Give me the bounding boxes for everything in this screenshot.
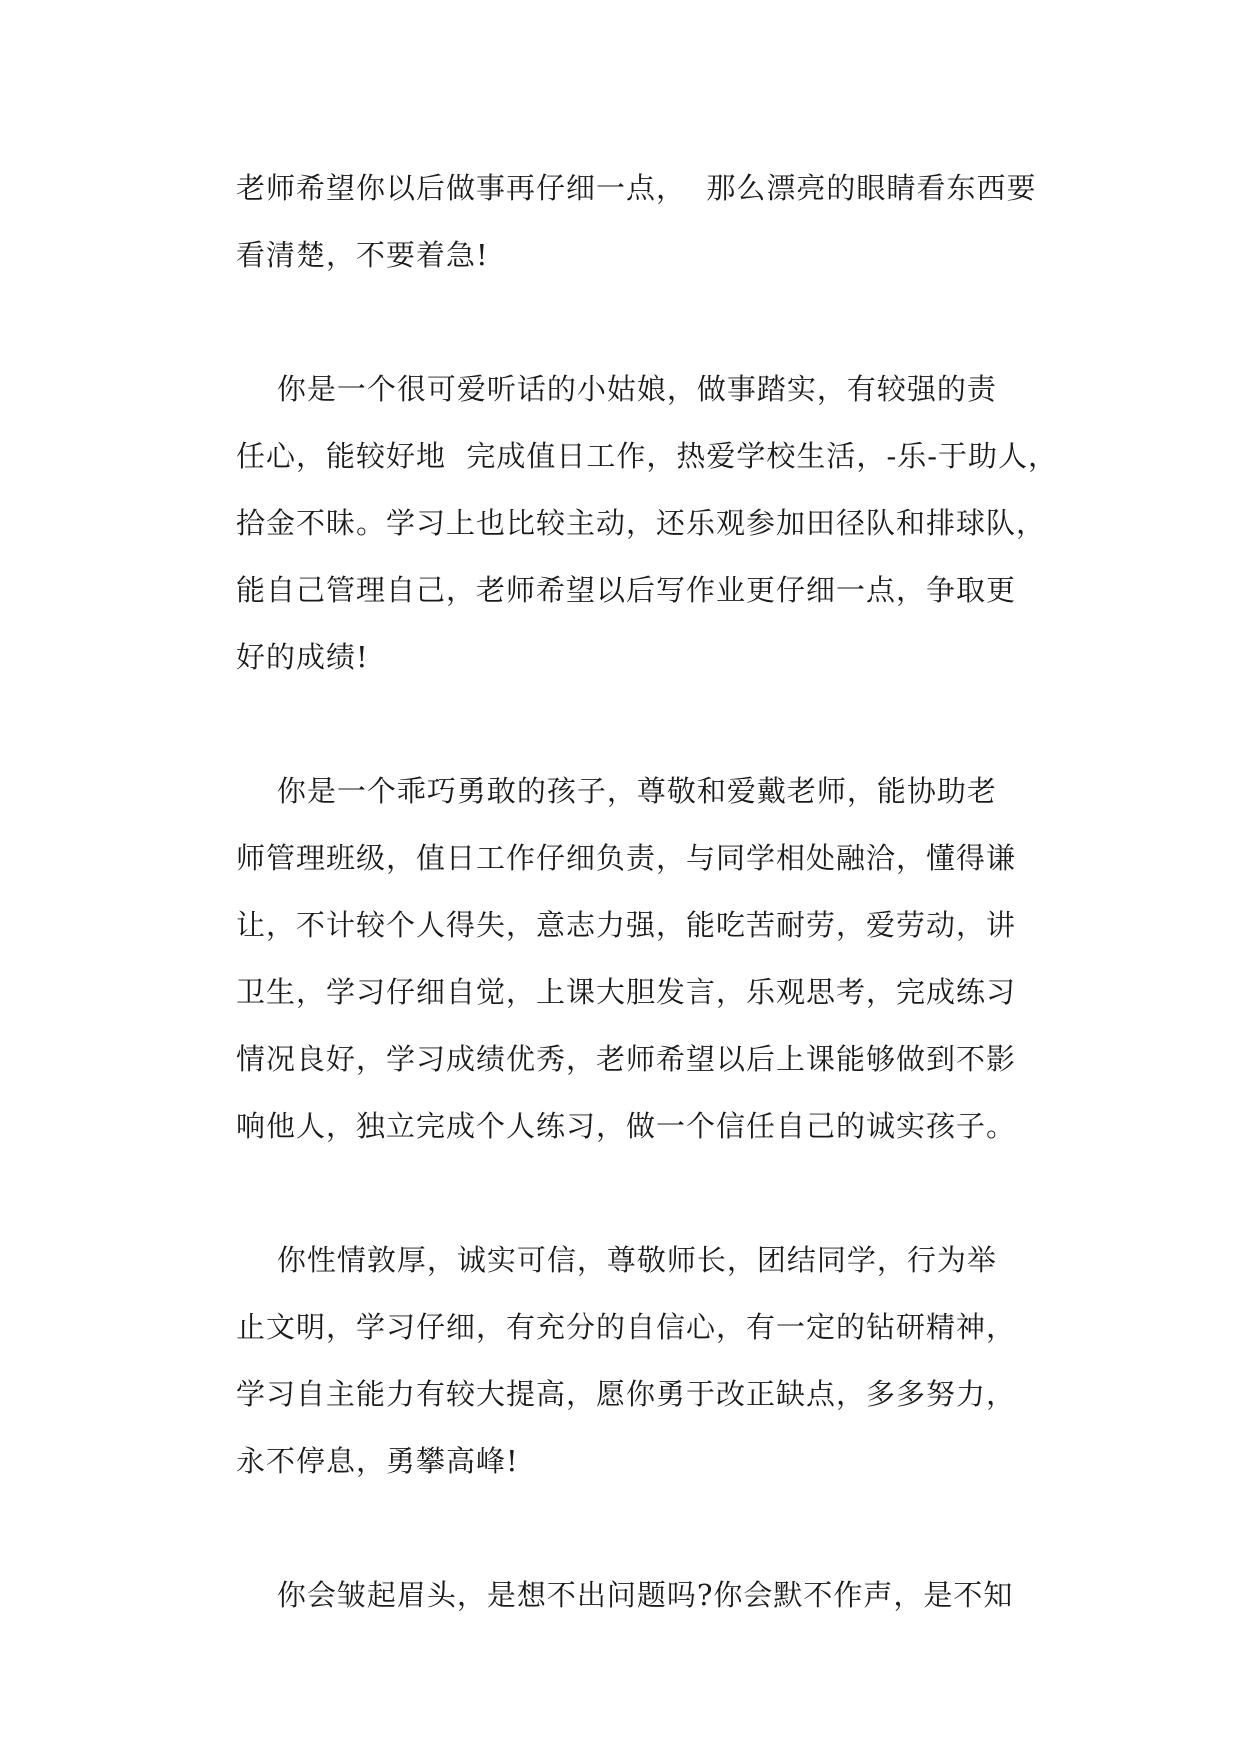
paragraph-line: 老师希望你以后做事再仔细一点， 那么漂亮的眼睛看东西要 — [236, 171, 1037, 205]
paragraph-line: 你会皱起眉头，是想不出问题吗?你会默不作声，是不知 — [236, 1578, 1014, 1612]
paragraph-line: 让，不计较个人得失，意志力强，能吃苦耐劳，爱劳动，讲 — [236, 908, 1017, 942]
paragraph-line: 永不停息，勇攀高峰! — [236, 1444, 519, 1478]
paragraph-line: 情况良好，学习成绩优秀，老师希望以后上课能够做到不影 — [236, 1042, 1017, 1076]
paragraph-line: 你是一个乖巧勇敢的孩子，尊敬和爱戴老师，能协助老 — [236, 774, 997, 808]
paragraph-line: 响他人，独立完成个人练习，做一个信任自己的诚实孩子。 — [236, 1109, 1017, 1143]
paragraph-spacer — [236, 691, 1016, 758]
paragraph-line: 止文明，学习仔细，有充分的自信心，有一定的钻研精神， — [236, 1310, 1017, 1344]
paragraph-line: 学习自主能力有较大提高，愿你勇于改正缺点，多多努力， — [236, 1377, 1017, 1411]
paragraph-spacer — [236, 289, 1016, 356]
paragraph-line: 好的成绩! — [236, 640, 369, 674]
paragraph-line: 拾金不昧。学习上也比较主动，还乐观参加田径队和排球队， — [236, 506, 1047, 540]
paragraph-spacer — [236, 1495, 1016, 1562]
paragraph-3 — [236, 758, 1016, 1160]
paragraph-5 — [236, 1562, 1016, 1629]
paragraph-line: 你是一个很可爱听话的小姑娘，做事踏实，有较强的责 — [236, 372, 997, 406]
paragraph-spacer — [236, 1160, 1016, 1227]
paragraph-line: 任心，能较好地 完成值日工作，热爱学校生活，-乐-于助人， — [236, 439, 1059, 473]
paragraph-line: 能自己管理自己，老师希望以后写作业更仔细一点，争取更 — [236, 573, 1017, 607]
paragraph-2 — [236, 356, 1059, 691]
paragraph-4 — [236, 1227, 1016, 1495]
paragraph-1 — [236, 155, 1037, 289]
paragraph-line: 看清楚，不要着急! — [236, 238, 489, 272]
document-body — [236, 155, 1059, 1629]
paragraph-line: 你性情敦厚，诚实可信，尊敬师长，团结同学，行为举 — [236, 1243, 997, 1277]
paragraph-line: 卫生，学习仔细自觉，上课大胆发言，乐观思考，完成练习 — [236, 975, 1017, 1009]
paragraph-line: 师管理班级，值日工作仔细负责，与同学相处融洽，懂得谦 — [236, 841, 1017, 875]
